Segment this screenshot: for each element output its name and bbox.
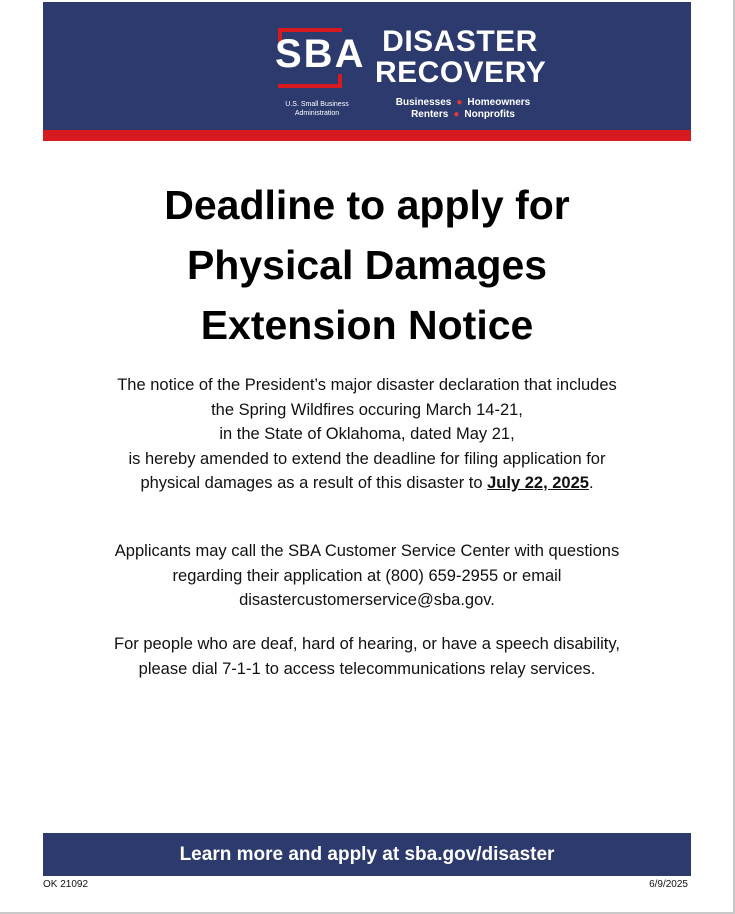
notice-line1: The notice of the President’s major disaster declaration that includes xyxy=(117,376,617,394)
disaster-recovery-title xyxy=(375,26,545,88)
page-title xyxy=(43,175,691,355)
title-line2: RECOVERY xyxy=(375,56,547,89)
agency-name-line1: U.S. Small Business xyxy=(285,101,349,108)
header-banner xyxy=(43,2,691,130)
accessibility-line2: please dial 7-1-1 to access telecommunications relay services. xyxy=(138,659,596,678)
accessibility-line1: For people who are deaf, hard of hearing, or have a speech disability, xyxy=(113,635,620,653)
contact-line1: Applicants may call the SBA Customer Service Center with questions xyxy=(114,542,620,560)
audience-nonprofits: Nonprofits xyxy=(464,109,515,120)
notice-line2: the Spring Wildfires occuring March 14-21, xyxy=(211,400,523,419)
agency-name xyxy=(269,100,365,118)
audience-list xyxy=(383,97,543,121)
agency-name-line2: Administration xyxy=(294,110,340,117)
contact-paragraph xyxy=(60,539,674,613)
bullet-dot-icon: ● xyxy=(453,109,460,120)
accessibility-paragraph xyxy=(60,632,674,681)
notice-line5 xyxy=(60,471,674,496)
deadline-date: July 22, 2025 xyxy=(487,474,589,492)
audience-businesses: Businesses xyxy=(395,97,452,108)
form-date: 6/9/2025 xyxy=(649,879,688,890)
sba-logo xyxy=(275,28,366,118)
headline-line2: Physical Damages xyxy=(186,242,548,288)
notice-line5-suffix: . xyxy=(588,474,594,492)
title-line1: DISASTER xyxy=(382,25,538,58)
footer-cta-banner: Learn more and apply at sba.gov/disaster xyxy=(43,833,691,876)
notice-line4: is hereby amended to extend the deadline for filing application for xyxy=(128,449,606,468)
notice-line3: in the State of Oklahoma, dated May 21, xyxy=(219,425,515,443)
notice-line5-prefix: physical damages as a result of this disaster to xyxy=(140,474,488,492)
notice-paragraph xyxy=(60,373,674,496)
headline-line3: Extension Notice xyxy=(200,302,534,348)
form-number: OK 21092 xyxy=(43,879,89,890)
bullet-dot-icon: ● xyxy=(456,97,463,108)
contact-line2: regarding their application at (800) 659-2955 or email xyxy=(172,566,562,585)
header-red-stripe xyxy=(43,130,691,141)
audience-renters: Renters xyxy=(411,109,449,120)
contact-email: disastercustomerservice@sba.gov. xyxy=(239,591,495,609)
audience-homeowners: Homeowners xyxy=(467,97,531,108)
sba-logo-letters: SBA xyxy=(275,32,366,76)
headline-line1: Deadline to apply for xyxy=(164,182,570,228)
